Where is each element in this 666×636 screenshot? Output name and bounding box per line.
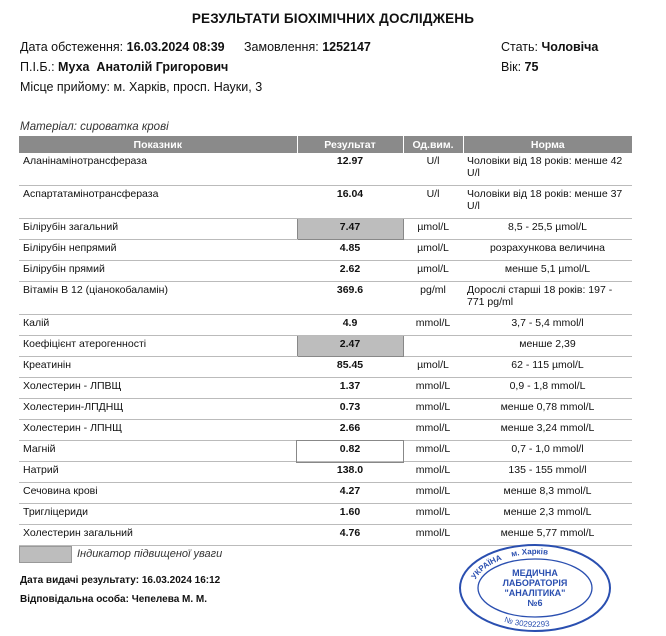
stamp-arc-bottom: № 30292293	[503, 615, 551, 630]
cell-norm: Чоловіки від 18 років: менше 37 U/l	[463, 186, 632, 219]
patient-name-label: П.І.Б.:	[20, 60, 55, 74]
column-header-norm: Норма	[463, 136, 632, 153]
cell-unit: mmol/L	[403, 315, 463, 336]
cell-parameter: Тригліцериди	[19, 504, 297, 525]
cell-parameter: Вітамін В 12 (ціанокобаламін)	[19, 282, 297, 315]
table-row	[19, 378, 632, 399]
cell-parameter: Холестерин - ЛПВЩ	[19, 378, 297, 399]
cell-parameter: Калій	[19, 315, 297, 336]
issue-date-value: 16.03.2024 16:12	[141, 575, 221, 586]
cell-unit: U/l	[403, 153, 463, 186]
cell-norm: менше 3,24 mmol/L	[463, 420, 632, 441]
exam-date-value: 16.03.2024 08:39	[126, 40, 225, 54]
table-row	[19, 261, 632, 282]
table-row	[19, 441, 632, 462]
age-value: 75	[524, 60, 539, 74]
table-row	[19, 504, 632, 525]
cell-norm: менше 5,1 µmol/L	[463, 261, 632, 282]
cell-parameter: Натрий	[19, 462, 297, 483]
stamp-line-3: "АНАЛІТИКА"	[504, 588, 566, 598]
cell-unit: µmol/L	[403, 357, 463, 378]
column-header-result: Результат	[297, 136, 403, 153]
legend-text: Індикатор підвищеної уваги	[77, 548, 223, 560]
cell-norm: Дорослі старші 18 років: 197 - 771 pg/ml	[463, 282, 632, 315]
cell-unit: U/l	[403, 186, 463, 219]
cell-result: 2.47	[297, 336, 403, 357]
cell-norm: менше 8,3 mmol/L	[463, 483, 632, 504]
cell-norm: 3,7 - 5,4 mmol/l	[463, 315, 632, 336]
table-row	[19, 315, 632, 336]
table-row	[19, 336, 632, 357]
cell-unit: mmol/L	[403, 399, 463, 420]
column-header-parameter: Показник	[19, 136, 297, 153]
cell-result: 2.66	[297, 420, 403, 441]
stamp-line-4: №6	[527, 598, 543, 608]
table-row	[19, 483, 632, 504]
cell-parameter: Білірубін прямий	[19, 261, 297, 282]
cell-norm: менше 0,78 mmol/L	[463, 399, 632, 420]
cell-norm: 62 - 115 µmol/L	[463, 357, 632, 378]
lab-stamp	[458, 542, 612, 632]
cell-norm: 135 - 155 mmol/l	[463, 462, 632, 483]
table-row	[19, 186, 632, 219]
cell-norm: менше 5,77 mmol/L	[463, 525, 632, 546]
sex-line	[501, 40, 598, 54]
cell-parameter: Аспартатамінотрансфераза	[19, 186, 297, 219]
responsible-line	[20, 594, 207, 605]
age-label: Вік:	[501, 60, 522, 74]
cell-result: 369.6	[297, 282, 403, 315]
responsible-value: Чепелева М. М.	[131, 594, 208, 605]
results-table	[19, 136, 632, 546]
cell-unit	[403, 336, 463, 357]
cell-parameter: Холестерин-ЛПДНЩ	[19, 399, 297, 420]
cell-norm: менше 2,3 mmol/L	[463, 504, 632, 525]
table-row	[19, 399, 632, 420]
cell-result: 1.37	[297, 378, 403, 399]
table-row	[19, 357, 632, 378]
cell-result: 0.82	[297, 441, 403, 462]
cell-norm: менше 2,39	[463, 336, 632, 357]
table-row	[19, 462, 632, 483]
cell-parameter: Коефіцієнт атерогенності	[19, 336, 297, 357]
cell-norm: Чоловіки від 18 років: менше 42 U/l	[463, 153, 632, 186]
cell-parameter: Аланінамінотрансфераза	[19, 153, 297, 186]
material-label: Матеріал: сироватка крові	[20, 121, 169, 133]
cell-unit: mmol/L	[403, 441, 463, 462]
cell-unit: µmol/L	[403, 240, 463, 261]
patient-name-value: Муха Анатолій Григорович	[58, 60, 229, 74]
legend-swatch	[19, 546, 72, 563]
cell-result: 4.27	[297, 483, 403, 504]
order-value: 1252147	[322, 40, 371, 54]
cell-result: 4.9	[297, 315, 403, 336]
stamp-line-1: МЕДИЧНА	[512, 568, 558, 578]
exam-date-line	[20, 40, 225, 54]
cell-result: 85.45	[297, 357, 403, 378]
issue-date-line	[20, 575, 220, 586]
age-line	[501, 60, 538, 74]
issue-date-label: Дата видачі результату:	[20, 575, 140, 586]
table-row	[19, 240, 632, 261]
patient-name-line	[20, 60, 228, 74]
stamp-arc-top: УКРАЇНА м. Харків	[469, 546, 549, 581]
table-row	[19, 219, 632, 240]
responsible-label: Відповідальна особа:	[20, 594, 129, 605]
place-line	[20, 80, 262, 94]
table-row	[19, 420, 632, 441]
cell-result: 0.73	[297, 399, 403, 420]
cell-norm: 8,5 - 25,5 µmol/L	[463, 219, 632, 240]
sex-value: Чоловіча	[541, 40, 599, 54]
cell-result: 12.97	[297, 153, 403, 186]
table-row	[19, 153, 632, 186]
cell-norm: 0,9 - 1,8 mmol/L	[463, 378, 632, 399]
cell-result: 2.62	[297, 261, 403, 282]
cell-parameter: Холестерин - ЛПНЩ	[19, 420, 297, 441]
exam-date-label: Дата обстеження:	[20, 40, 124, 54]
cell-norm: розрахункова величина	[463, 240, 632, 261]
cell-result: 4.76	[297, 525, 403, 546]
cell-unit: mmol/L	[403, 525, 463, 546]
report-title: РЕЗУЛЬТАТИ БІОХІМІЧНИХ ДОСЛІДЖЕНЬ	[191, 11, 475, 26]
place-label: Місце прийому:	[20, 80, 110, 94]
cell-parameter: Сечовина крові	[19, 483, 297, 504]
cell-parameter: Холестерин загальний	[19, 525, 297, 546]
cell-result: 138.0	[297, 462, 403, 483]
cell-result: 7.47	[297, 219, 403, 240]
cell-unit: mmol/L	[403, 378, 463, 399]
column-header-unit: Од.вим.	[403, 136, 463, 153]
cell-unit: mmol/L	[403, 462, 463, 483]
table-row	[19, 282, 632, 315]
cell-result: 16.04	[297, 186, 403, 219]
cell-result: 1.60	[297, 504, 403, 525]
order-line	[244, 40, 371, 54]
cell-parameter: Білірубін загальний	[19, 219, 297, 240]
cell-norm: 0,7 - 1,0 mmol/l	[463, 441, 632, 462]
cell-result: 4.85	[297, 240, 403, 261]
cell-parameter: Магній	[19, 441, 297, 462]
sex-label: Стать:	[501, 40, 538, 54]
place-value: м. Харків, просп. Науки, 3	[113, 80, 263, 94]
order-label: Замовлення:	[244, 40, 319, 54]
cell-unit: pg/ml	[403, 282, 463, 315]
cell-unit: µmol/L	[403, 219, 463, 240]
cell-unit: mmol/L	[403, 504, 463, 525]
table-header	[19, 136, 632, 153]
cell-parameter: Білірубін непрямий	[19, 240, 297, 261]
cell-unit: mmol/L	[403, 420, 463, 441]
stamp-line-2: ЛАБОРАТОРІЯ	[502, 578, 568, 588]
cell-unit: mmol/L	[403, 483, 463, 504]
cell-parameter: Креатинін	[19, 357, 297, 378]
cell-unit: µmol/L	[403, 261, 463, 282]
